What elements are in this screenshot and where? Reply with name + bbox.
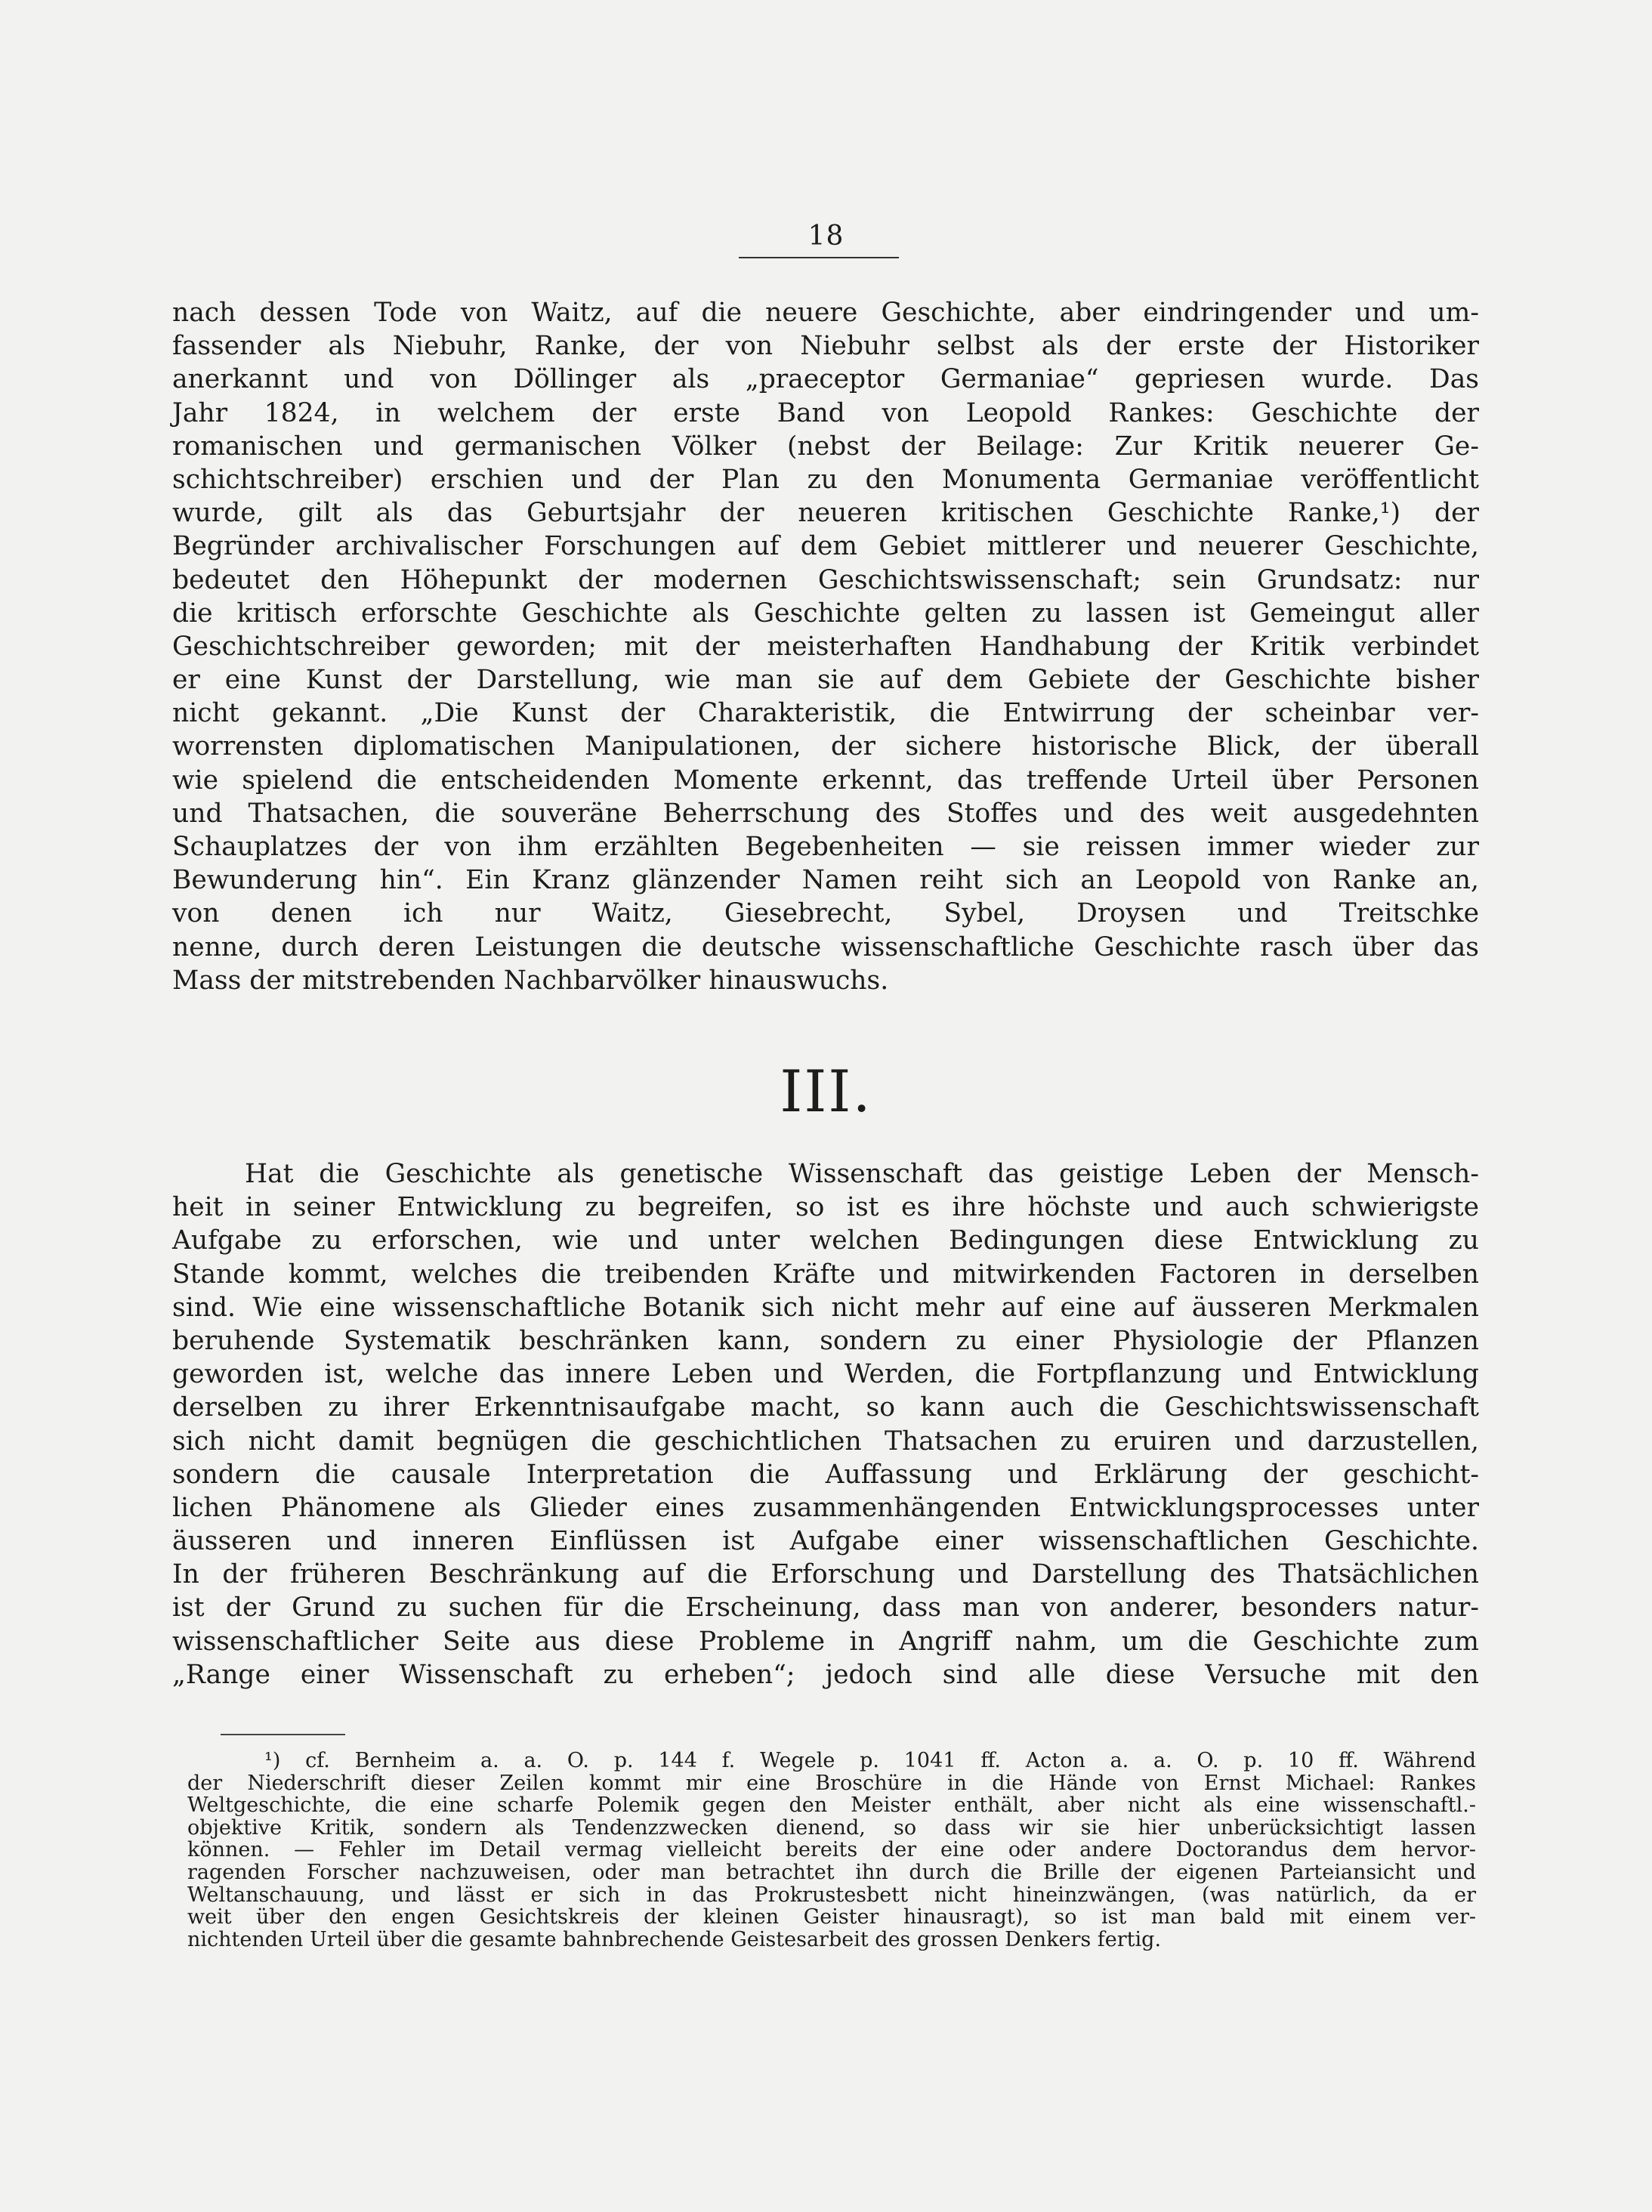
text-line: heit in seiner Entwicklung zu begreifen, so ist es ihre höchste und auch schwierigste — [172, 1192, 1479, 1223]
text-line: In der früheren Beschränkung auf die Erforschung und Darstellung des Thatsächlichen — [172, 1559, 1479, 1590]
footnote-line: objektive Kritik, sondern als Tendenzzwecken dienend, so dass wir sie hier unberücksichtigt lassen — [187, 1815, 1476, 1840]
text-line: Stande kommt, welches die treibenden Kräfte und mitwirkenden Factoren in derselben — [172, 1259, 1479, 1290]
footnote-line: weit über den engen Gesichtskreis der kleinen Geister hinausragt), so ist man bald mit einem ver- — [187, 1905, 1476, 1929]
text-line: romanischen und germanischen Völker (nebst der Beilage: Zur Kritik neuerer Ge- — [172, 431, 1479, 462]
page-number-rule — [739, 257, 899, 258]
footnote-line: ¹) cf. Bernheim a. a. O. p. 144 f. Wegele p. 1041 ff. Acton a. a. O. p. 10 ff. Während — [264, 1749, 1476, 1772]
text-line: wurde, gilt als das Geburtsjahr der neueren kritischen Geschichte Ranke,¹) der — [172, 498, 1479, 529]
text-line: er eine Kunst der Darstellung, wie man sie auf dem Gebiete der Geschichte bisher — [172, 665, 1479, 696]
text-line: Bewunderung hin“. Ein Kranz glänzender Namen reiht sich an Leopold von Ranke an, — [172, 865, 1479, 896]
footnote-line: können. — Fehler im Detail vermag vielleicht bereits der eine oder andere Doctorandus dem hervor- — [187, 1838, 1476, 1862]
text-line: sind. Wie eine wissenschaftliche Botanik sich nicht mehr auf eine auf äusseren Merkmalen — [172, 1292, 1479, 1323]
section-heading: III. — [780, 1058, 872, 1125]
text-line: wie spielend die entscheidenden Momente erkennt, das treffende Urteil über Personen — [172, 765, 1479, 796]
paragraph-two — [172, 1157, 1479, 1691]
text-line: Aufgabe zu erforschen, wie und unter welchen Bedingungen diese Entwicklung zu — [172, 1225, 1479, 1256]
text-line: nicht gekannt. „Die Kunst der Charakteristik, die Entwirrung der scheinbar ver- — [172, 698, 1479, 729]
footnote-line: Weltanschauung, und lässt er sich in das Prokrustesbett nicht hineinzwängen, (was natürlich, da er — [187, 1883, 1476, 1907]
text-line: „Range einer Wissenschaft zu erheben“; jedoch sind alle diese Versuche mit den — [172, 1659, 1479, 1690]
text-line: schichtschreiber) erschien und der Plan zu den Monumenta Germaniae veröffentlicht — [172, 464, 1479, 495]
text-line: wissenschaftlicher Seite aus diese Probleme in Angriff nahm, um die Geschichte zum — [172, 1626, 1479, 1657]
text-line: geworden ist, welche das innere Leben und Werden, die Fortpflanzung und Entwicklung — [172, 1359, 1479, 1390]
text-line: die kritisch erforschte Geschichte als Geschichte gelten zu lassen ist Gemeingut aller — [172, 598, 1479, 629]
text-line: Geschichtschreiber geworden; mit der meisterhaften Handhabung der Kritik verbindet — [172, 631, 1479, 662]
footnote-line: ragenden Forscher nachzuweisen, oder man betrachtet ihn durch die Brille der eigenen Parteiansicht und — [187, 1860, 1476, 1884]
text-line: sich nicht damit begnügen die geschichtlichen Thatsachen zu eruiren und darzustellen, — [172, 1426, 1479, 1457]
text-line: sondern die causale Interpretation die Auffassung und Erklärung der geschicht- — [172, 1459, 1479, 1490]
paragraph-one — [172, 296, 1479, 997]
text-line: derselben zu ihrer Erkenntnisaufgabe macht, so kann auch die Geschichtswissenschaft — [172, 1392, 1479, 1423]
footnote-rule — [221, 1734, 345, 1735]
text-line: fassender als Niebuhr, Ranke, der von Niebuhr selbst als der erste der Historiker — [172, 331, 1479, 362]
text-line: Mass der mitstrebenden Nachbarvölker hinauswuchs. — [172, 965, 889, 996]
footnote — [187, 1750, 1476, 1951]
text-line: äusseren und inneren Einflüssen ist Aufgabe einer wissenschaftlichen Geschichte. — [172, 1526, 1479, 1557]
text-line: ist der Grund zu suchen für die Erscheinung, dass man von anderer, besonders natur- — [172, 1593, 1479, 1623]
text-line: und Thatsachen, die souveräne Beherrschung des Stoffes und des weit ausgedehnten — [172, 798, 1479, 829]
text-line: worrensten diplomatischen Manipulationen, der sichere historische Blick, der überall — [172, 731, 1479, 762]
text-line: lichen Phänomene als Glieder eines zusammenhängenden Entwicklungsprocesses unter — [172, 1492, 1479, 1523]
footnote-line: Weltgeschichte, die eine scharfe Polemik gegen den Meister enthält, aber nicht als eine wissenschaftl.- — [187, 1793, 1476, 1818]
footnote-line: der Niederschrift dieser Zeilen kommt mir eine Broschüre in die Hände von Ernst Michael: Rankes — [187, 1771, 1476, 1795]
text-line: von denen ich nur Waitz, Giesebrecht, Sybel, Droysen und Treitschke — [172, 898, 1479, 929]
text-line: beruhende Systematik beschränken kann, sondern zu einer Physiologie der Pflanzen — [172, 1325, 1479, 1356]
text-line: Begründer archivalischer Forschungen auf dem Gebiet mittlerer und neuerer Geschichte, — [172, 531, 1479, 562]
page-number: 18 — [807, 221, 845, 252]
text-line: Schauplatzes der von ihm erzählten Begebenheiten — sie reissen immer wieder zur — [172, 832, 1479, 862]
text-line: nenne, durch deren Leistungen die deutsche wissenschaftliche Geschichte rasch über das — [172, 931, 1479, 962]
text-line: nach dessen Tode von Waitz, auf die neuere Geschichte, aber eindringender und um- — [172, 298, 1479, 328]
text-line: Hat die Geschichte als genetische Wissenschaft das geistige Leben der Mensch- — [245, 1159, 1479, 1189]
text-line: anerkannt und von Döllinger als „praeceptor Germaniae“ gepriesen wurde. Das — [172, 364, 1479, 395]
text-line: bedeutet den Höhepunkt der modernen Geschichtswissenschaft; sein Grundsatz: nur — [172, 564, 1479, 595]
text-line: Jahr 1824, in welchem der erste Band von Leopold Rankes: Geschichte der — [172, 397, 1479, 428]
footnote-line: nichtenden Urteil über die gesamte bahnbrechende Geistesarbeit des grossen Denkers fertig. — [187, 1927, 1162, 1951]
